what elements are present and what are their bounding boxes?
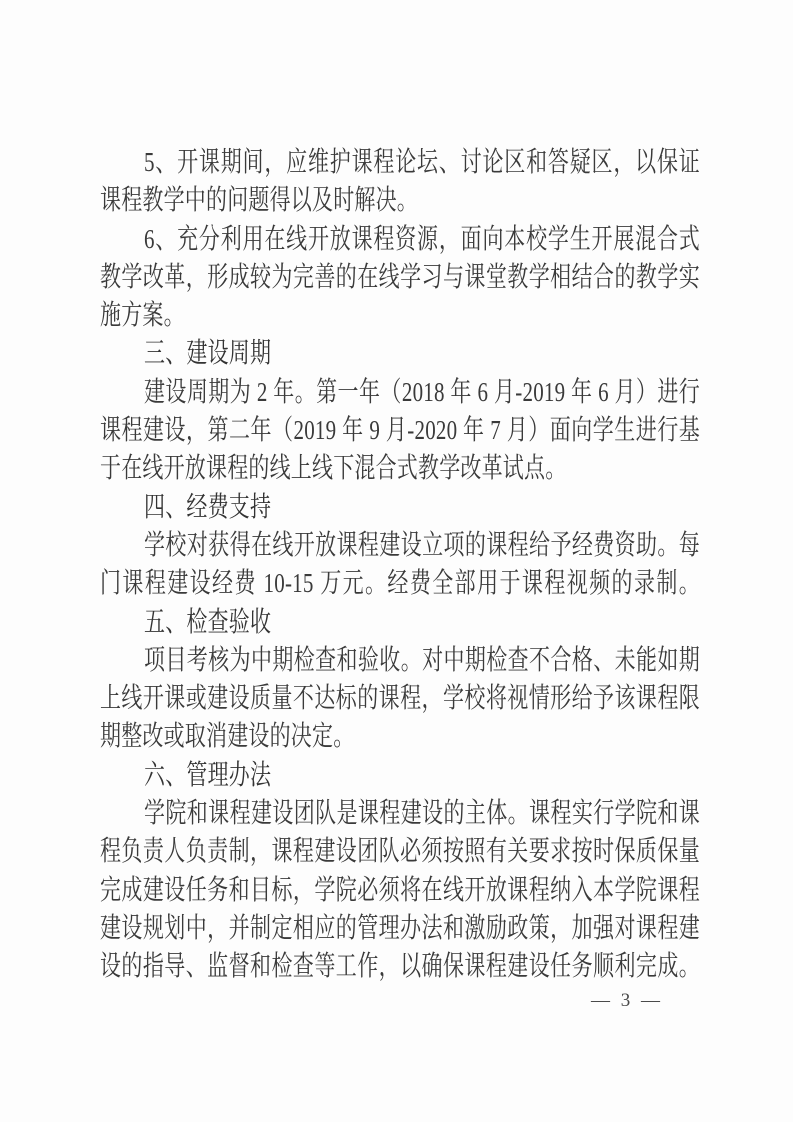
document-body xyxy=(100,143,700,986)
text-line: 课程建设，第二年（2019 年 9 月-2020 年 7 月）面向学生进行基 xyxy=(100,414,700,446)
text-line: 6、充分利用在线开放课程资源，面向本校学生开展混合式 xyxy=(144,222,700,255)
section-heading-funding-support: 四、经费支持 xyxy=(144,490,272,523)
text-line: 设的指导、监督和检查等工作，以确保课程建设任务顺利完成。 xyxy=(100,950,700,983)
text-line: 学院和课程建设团队是课程建设的主体。课程实行学院和课 xyxy=(144,797,700,829)
text-line: 教学改革，形成较为完善的在线学习与课堂教学相结合的教学实 xyxy=(100,261,700,293)
text-line: 程负责人负责制，课程建设团队必须按照有关要求按时保质保量 xyxy=(100,835,700,868)
text-line: 上线开课或建设质量不达标的课程，学校将视情形给予该课程限 xyxy=(100,682,700,714)
page-number: — 3 — xyxy=(591,990,663,1011)
text-line: 学校对获得在线开放课程建设立项的课程给予经费资助。每 xyxy=(144,529,700,561)
text-line: 于在线开放课程的线上线下混合式教学改革试点。 xyxy=(100,452,567,485)
text-line: 门课程建设经费 10-15 万元。经费全部用于课程视频的录制。 xyxy=(100,567,700,600)
section-heading-construction-period: 三、建设周期 xyxy=(144,337,272,370)
text-line: 课程教学中的问题得以及时解决。 xyxy=(100,184,418,217)
text-line: 施方案。 xyxy=(100,299,185,331)
text-line: 项目考核为中期检查和验收。对中期检查不合格、未能如期 xyxy=(144,643,700,676)
text-line: 期整改或取消建设的决定。 xyxy=(100,720,355,753)
text-line: 建设周期为 2 年。第一年（2018 年 6 月-2019 年 6 月）进行 xyxy=(144,375,700,408)
text-line: 5、开课期间，应维护课程论坛、讨论区和答疑区，以保证 xyxy=(144,146,700,178)
text-line: 建设规划中，并制定相应的管理办法和激励政策，加强对课程建 xyxy=(100,912,700,944)
section-heading-inspection-acceptance: 五、检查验收 xyxy=(144,605,272,638)
section-heading-management-measures: 六、管理办法 xyxy=(144,758,272,791)
text-line: 完成建设任务和目标，学院必须将在线开放课程纳入本学院课程 xyxy=(100,873,700,906)
